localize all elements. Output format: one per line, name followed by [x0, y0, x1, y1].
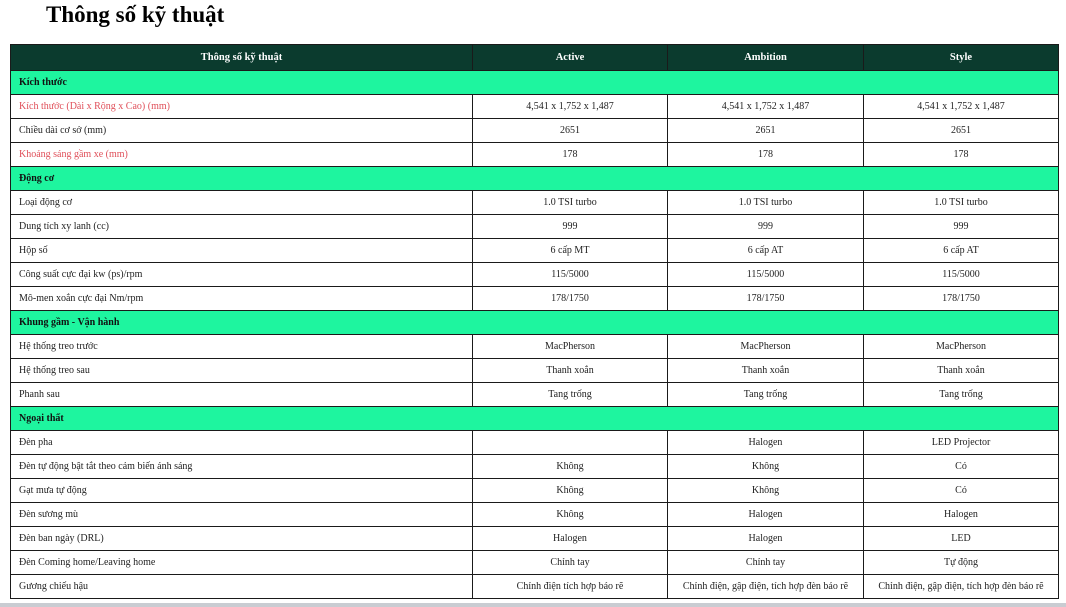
spec-value: Thanh xoắn — [668, 359, 864, 383]
page-title: Thông số kỹ thuật — [46, 2, 225, 27]
section-title: Động cơ — [11, 167, 1059, 191]
spec-value: 178 — [864, 143, 1059, 167]
spec-value: Có — [864, 455, 1059, 479]
spec-label: Đèn pha — [11, 431, 473, 455]
spec-value: 1.0 TSI turbo — [473, 191, 668, 215]
table-row — [11, 551, 1059, 575]
table-row — [11, 575, 1059, 599]
spec-label: Chiều dài cơ sở (mm) — [11, 119, 473, 143]
spec-value: 1.0 TSI turbo — [864, 191, 1059, 215]
spec-value: Chỉnh tay — [668, 551, 864, 575]
spec-label: Mô-men xoắn cực đại Nm/rpm — [11, 287, 473, 311]
spec-value: 999 — [864, 215, 1059, 239]
spec-value: Tang trống — [668, 383, 864, 407]
spec-value: 2651 — [864, 119, 1059, 143]
table-row — [11, 95, 1059, 119]
spec-value: 115/5000 — [864, 263, 1059, 287]
table-row — [11, 119, 1059, 143]
spec-value: MacPherson — [473, 335, 668, 359]
spec-value: MacPherson — [864, 335, 1059, 359]
spec-value: 178/1750 — [864, 287, 1059, 311]
spec-value: 4,541 x 1,752 x 1,487 — [864, 95, 1059, 119]
spec-value: 999 — [668, 215, 864, 239]
header-spec: Thông số kỹ thuật — [11, 45, 473, 71]
table-row — [11, 479, 1059, 503]
spec-value: Không — [473, 455, 668, 479]
spec-value: Không — [473, 503, 668, 527]
spec-label: Đèn tự động bật tắt theo cảm biến ánh sáng — [11, 455, 473, 479]
spec-value: 4,541 x 1,752 x 1,487 — [668, 95, 864, 119]
spec-value: 115/5000 — [668, 263, 864, 287]
spec-label: Khoảng sáng gầm xe (mm) — [11, 143, 473, 167]
spec-label: Phanh sau — [11, 383, 473, 407]
spec-value: 2651 — [668, 119, 864, 143]
spec-value: 178/1750 — [668, 287, 864, 311]
spec-value: Halogen — [668, 503, 864, 527]
spec-label: Dung tích xy lanh (cc) — [11, 215, 473, 239]
spec-value: Có — [864, 479, 1059, 503]
spec-label: Kích thước (Dài x Rộng x Cao) (mm) — [11, 95, 473, 119]
spec-label: Đèn ban ngày (DRL) — [11, 527, 473, 551]
section-title: Kích thước — [11, 71, 1059, 95]
table-row — [11, 215, 1059, 239]
spec-value: Chỉnh tay — [473, 551, 668, 575]
spec-label: Loại động cơ — [11, 191, 473, 215]
spec-label: Đèn Coming home/Leaving home — [11, 551, 473, 575]
spec-value: Halogen — [668, 431, 864, 455]
spec-value: Tang trống — [473, 383, 668, 407]
spec-value: 115/5000 — [473, 263, 668, 287]
spec-value: 178 — [473, 143, 668, 167]
spec-value: Không — [668, 479, 864, 503]
spec-label: Hệ thống treo sau — [11, 359, 473, 383]
spec-value: MacPherson — [668, 335, 864, 359]
table-row — [11, 143, 1059, 167]
table-row — [11, 239, 1059, 263]
header-active: Active — [473, 45, 668, 71]
table-row — [11, 191, 1059, 215]
header-style: Style — [864, 45, 1059, 71]
spec-value: 6 cấp AT — [864, 239, 1059, 263]
spec-value: Thanh xoắn — [473, 359, 668, 383]
table-row — [11, 503, 1059, 527]
section-title: Ngoại thất — [11, 407, 1059, 431]
section-row — [11, 407, 1059, 431]
table-row — [11, 335, 1059, 359]
header-ambition: Ambition — [668, 45, 864, 71]
table-row — [11, 287, 1059, 311]
spec-value: Chỉnh điện tích hợp báo rẽ — [473, 575, 668, 599]
section-row — [11, 311, 1059, 335]
table-header-row — [11, 45, 1059, 71]
section-title: Khung gầm - Vận hành — [11, 311, 1059, 335]
table-row — [11, 455, 1059, 479]
table-row — [11, 359, 1059, 383]
spec-table-body — [11, 71, 1059, 599]
section-row — [11, 71, 1059, 95]
spec-label: Công suất cực đại kw (ps)/rpm — [11, 263, 473, 287]
spec-value: Halogen — [668, 527, 864, 551]
spec-label: Gạt mưa tự động — [11, 479, 473, 503]
spec-label: Hộp số — [11, 239, 473, 263]
section-row — [11, 167, 1059, 191]
spec-value: 178 — [668, 143, 864, 167]
spec-value: LED — [864, 527, 1059, 551]
spec-table — [10, 44, 1059, 599]
spec-value: 2651 — [473, 119, 668, 143]
spec-value: Thanh xoắn — [864, 359, 1059, 383]
table-row — [11, 263, 1059, 287]
window-bottom-edge — [0, 603, 1066, 607]
table-row — [11, 431, 1059, 455]
spec-value: Tang trống — [864, 383, 1059, 407]
spec-value: Chỉnh điện, gập điện, tích hợp đèn báo rẽ — [864, 575, 1059, 599]
spec-label: Đèn sương mù — [11, 503, 473, 527]
spec-value: Chỉnh điện, gập điện, tích hợp đèn báo rẽ — [668, 575, 864, 599]
spec-label: Gương chiếu hậu — [11, 575, 473, 599]
spec-value: Không — [668, 455, 864, 479]
spec-value: LED Projector — [864, 431, 1059, 455]
spec-value: 6 cấp AT — [668, 239, 864, 263]
spec-value: 6 cấp MT — [473, 239, 668, 263]
spec-value: 1.0 TSI turbo — [668, 191, 864, 215]
spec-value: Tự động — [864, 551, 1059, 575]
spec-value: 4,541 x 1,752 x 1,487 — [473, 95, 668, 119]
spec-value: 178/1750 — [473, 287, 668, 311]
spec-value — [473, 431, 668, 455]
spec-value: 999 — [473, 215, 668, 239]
spec-value: Không — [473, 479, 668, 503]
table-row — [11, 527, 1059, 551]
spec-value: Halogen — [864, 503, 1059, 527]
spec-value: Halogen — [473, 527, 668, 551]
table-row — [11, 383, 1059, 407]
spec-label: Hệ thống treo trước — [11, 335, 473, 359]
